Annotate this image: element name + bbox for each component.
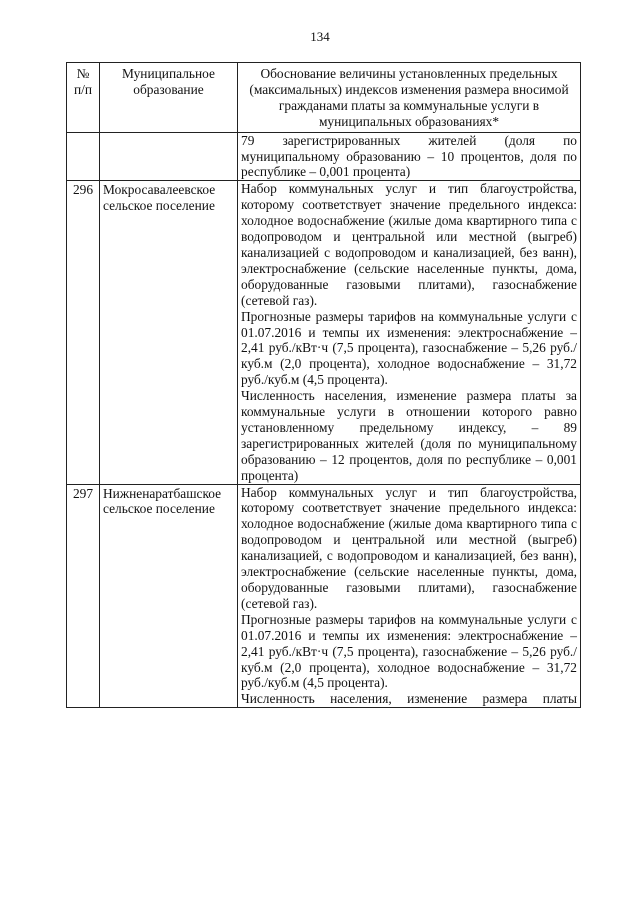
justification-paragraph: 79 зарегистрированных жителей (доля по муниципальному образованию – 10 процентов, доля по республике – 0,001 процента) <box>241 132 577 180</box>
row-municipality: Мокросавалеевское сельское поселение <box>100 181 238 484</box>
row-municipality: Нижненаратбашское сельское поселение <box>100 484 238 708</box>
row-number: 296 <box>67 181 100 484</box>
table-header-row <box>67 63 581 133</box>
row-number <box>67 132 100 181</box>
justification-paragraph: Численность населения, изменение размера платы <box>241 691 577 707</box>
row-number: 297 <box>67 484 100 708</box>
table-row <box>67 181 581 484</box>
row-municipality <box>100 132 238 181</box>
row-justification <box>238 132 581 181</box>
page-number: 134 <box>310 29 330 44</box>
header-municipality: Муниципальное образование <box>100 63 238 133</box>
header-number: № п/п <box>67 63 100 133</box>
row-justification <box>238 181 581 484</box>
justification-paragraph: Набор коммунальных услуг и тип благоустройства, которому соответствует значение предельного индекса: холодное водоснабжение (жилые дома квартирного типа с водопроводом и центральной или местной (выгреб) канализацией с водопроводом и канализацией, без ванн), электроснабжение (сельские населенные пункты, дома, оборудованные газовыми плитами), газоснабжение (сетевой газ). <box>241 181 577 308</box>
tariff-justification-table <box>66 62 581 708</box>
justification-paragraph: Набор коммунальных услуг и тип благоустройства, которому соответствует значение предельного индекса: холодное водоснабжение (жилые дома квартирного типа с водопроводом и центральной или местной (выгреб) канализацией, с водопроводом и канализацией, без ванн), электроснабжение (сельские населенные пункты, дома, оборудованные газовыми плитами), газоснабжение (сетевой газ). <box>241 484 577 611</box>
justification-paragraph: Прогнозные размеры тарифов на коммунальные услуги с 01.07.2016 и темпы их изменения: электроснабжение – 2,41 руб./кВт·ч (7,5 процента), газоснабжение – 5,26 руб./куб.м (2,0 процента), холодное водоснабжение – 31,72 руб./куб.м (4,5 процента). <box>241 611 577 691</box>
justification-paragraph: Численность населения, изменение размера платы за коммунальные услуги в отношении которого равно установленному предельному индексу, – 89 зарегистрированных жителей (доля по муниципальному образованию – 12 процентов, доля по республике – 0,001 процента) <box>241 388 577 483</box>
table-row <box>67 484 581 708</box>
header-justification: Обоснование величины установленных предельных (максимальных) индексов изменения размера вносимой гражданами платы за коммунальные услуги в муниципальных образованиях* <box>238 63 581 133</box>
row-justification <box>238 484 581 708</box>
justification-paragraph: Прогнозные размеры тарифов на коммунальные услуги с 01.07.2016 и темпы их изменения: электроснабжение – 2,41 руб./кВт·ч (7,5 процента), газоснабжение – 5,26 руб./куб.м (2,0 процента), холодное водоснабжение – 31,72 руб./куб.м (4,5 процента). <box>241 308 577 388</box>
table-row <box>67 132 581 181</box>
